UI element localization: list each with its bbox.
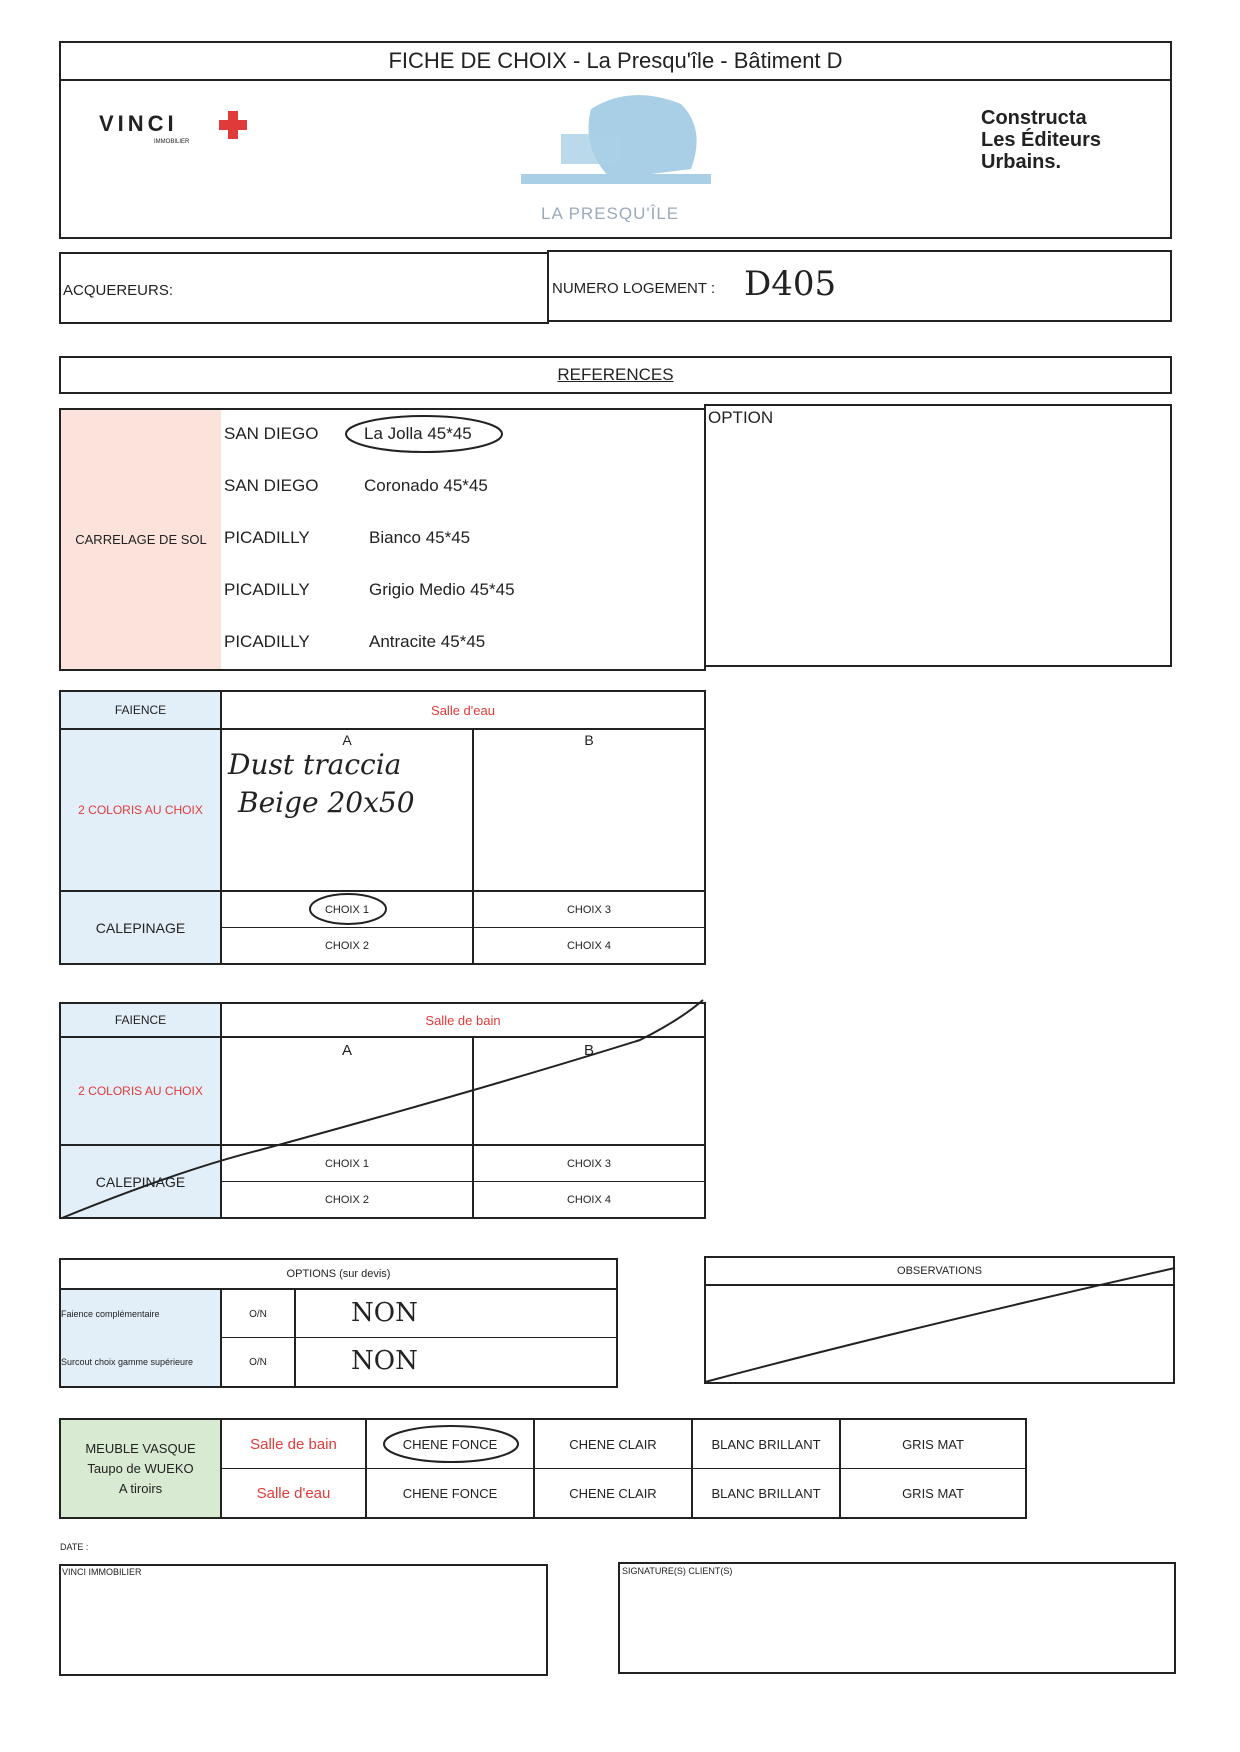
acquereurs-box (59, 252, 549, 324)
faience-eau-table (59, 690, 706, 965)
col-a-label: A (341, 1042, 352, 1059)
carrelage-name: Antracite 45*45 (369, 632, 486, 651)
vinci-box-label: VINCI IMMOBILIER (62, 1567, 142, 1577)
presquile-logo-icon (521, 89, 721, 199)
choix-3-cell[interactable] (474, 892, 704, 928)
col-b-label: B (583, 1042, 594, 1059)
numero-logement-label: NUMERO LOGEMENT : (552, 280, 716, 297)
options-on: O/N (249, 1308, 267, 1320)
options-header-cell (61, 1260, 616, 1290)
meuble-room-cell (222, 1469, 367, 1517)
meuble-opt-cell[interactable] (535, 1420, 693, 1469)
choix-4-cell[interactable] (474, 928, 704, 963)
references-label: REFERENCES (557, 365, 674, 384)
choix-2: CHOIX 2 (324, 939, 369, 952)
meuble-opt-cell[interactable] (841, 1469, 1025, 1517)
numero-logement-value: D405 (744, 264, 837, 304)
options-row-label-cell (61, 1338, 222, 1386)
option-box (704, 404, 1172, 667)
selection-circle-icon (381, 1424, 521, 1464)
meuble-room: Salle d'eau (256, 1484, 331, 1502)
options-header: OPTIONS (sur devis) (286, 1268, 391, 1280)
meuble-label-1: MEUBLE VASQUE (85, 1440, 196, 1456)
faience-eau-room-cell (222, 692, 704, 730)
faience-bain-table (59, 1002, 706, 1219)
faience-bain-room: Salle de bain (425, 1012, 501, 1028)
faience-bain-col-a[interactable] (222, 1038, 474, 1146)
signature-label: SIGNATURE(S) CLIENT(S) (622, 1566, 733, 1576)
carrelage-item[interactable] (224, 580, 694, 600)
meuble-row (222, 1420, 1025, 1469)
carrelage-label: CARRELAGE DE SOL (75, 532, 207, 547)
meuble-opt-cell[interactable] (693, 1420, 841, 1469)
carrelage-item[interactable] (224, 528, 694, 548)
header-logos (59, 79, 1172, 239)
meuble-opt-cell[interactable] (367, 1469, 535, 1517)
faience-bain-colors-cell (61, 1038, 222, 1146)
meuble-room: Salle de bain (250, 1436, 337, 1453)
choix-1: CHOIX 1 (324, 1157, 369, 1170)
faience-eau-col-b[interactable] (474, 730, 704, 892)
meuble-opt-cell[interactable] (367, 1420, 535, 1469)
faience-eau-faience-cell (61, 692, 222, 730)
options-row (61, 1338, 616, 1386)
meuble-opt-cell[interactable] (693, 1469, 841, 1517)
meuble-opt: BLANC BRILLANT (711, 1437, 821, 1452)
options-row (61, 1290, 616, 1338)
references-bar (59, 356, 1172, 394)
carrelage-label-cell (61, 410, 221, 669)
options-row-label-cell (61, 1290, 222, 1338)
choix-1-cell[interactable] (222, 1146, 474, 1182)
date-label: DATE : (60, 1542, 89, 1552)
carrelage-brand: PICADILLY (224, 632, 310, 651)
colors-label: 2 COLORIS AU CHOIX (78, 1084, 203, 1098)
options-table (59, 1258, 618, 1388)
options-on: O/N (249, 1356, 267, 1368)
meuble-opt: GRIS MAT (902, 1485, 964, 1501)
selection-circle-icon (308, 892, 388, 926)
meuble-opt: CHENE FONCE (402, 1437, 498, 1452)
carrelage-name: Grigio Medio 45*45 (369, 580, 515, 599)
choix-3: CHOIX 3 (566, 903, 611, 916)
faience-label: FAIENCE (114, 703, 167, 717)
selection-circle-icon (344, 414, 504, 454)
options-row-label: Faience complémentaire (61, 1309, 160, 1319)
meuble-label-3: A tiroirs (118, 1480, 163, 1496)
meuble-label-2: Taupo de WUEKO (87, 1460, 194, 1476)
faience-bain-room-cell (222, 1004, 704, 1038)
vinci-signature-box[interactable] (59, 1564, 548, 1676)
carrelage-item[interactable] (224, 476, 694, 496)
choix-4: CHOIX 4 (566, 939, 611, 952)
presquile-logo-text: LA PRESQU'ÎLE (541, 204, 680, 223)
meuble-table (59, 1418, 1027, 1519)
constructa-logo (981, 107, 1161, 173)
acquereurs-label: ACQUEREURS: (63, 282, 174, 299)
title-bar (59, 41, 1172, 81)
carrelage-section (59, 408, 706, 671)
constructa-line-1: Constructa (981, 107, 1087, 129)
choix-1-cell[interactable] (222, 892, 474, 928)
meuble-room-cell (222, 1420, 367, 1469)
carrelage-item[interactable] (224, 424, 694, 444)
page-title: FICHE DE CHOIX - La Presqu'île - Bâtiment D (388, 48, 843, 73)
hand-line-2: Beige 20x50 (238, 786, 415, 819)
meuble-opt: CHENE CLAIR (569, 1485, 657, 1501)
option-label: OPTION (708, 408, 774, 427)
choix-1: CHOIX 1 (324, 903, 369, 916)
options-on-cell[interactable] (222, 1290, 296, 1338)
vinci-logo-text: VINCI (99, 111, 178, 136)
meuble-opt: CHENE FONCE (402, 1485, 498, 1501)
choix-2: CHOIX 2 (324, 1193, 369, 1206)
presquile-logo (521, 89, 721, 229)
faience-bain-col-b[interactable] (474, 1038, 704, 1146)
choix-3: CHOIX 3 (566, 1157, 611, 1170)
choix-4-cell[interactable] (474, 1182, 704, 1217)
options-on-cell[interactable] (222, 1338, 296, 1386)
observations-header-cell (706, 1258, 1173, 1286)
observations-label: OBSERVATIONS (897, 1265, 982, 1277)
vinci-cross-icon (219, 111, 247, 139)
calepinage-cell (61, 1146, 222, 1217)
calepinage-label: CALEPINAGE (95, 1173, 186, 1190)
meuble-opt: CHENE CLAIR (569, 1437, 657, 1452)
options-row-label: Surcout choix gamme supérieure (61, 1357, 194, 1367)
carrelage-name: Bianco 45*45 (369, 528, 471, 547)
faience-eau-colors-cell (61, 730, 222, 892)
calepinage-cell (61, 892, 222, 963)
meuble-opt: GRIS MAT (902, 1437, 964, 1452)
options-value: NON (351, 1298, 418, 1328)
hand-line-1: Dust traccia (228, 748, 402, 781)
faience-eau-room: Salle d'eau (431, 702, 495, 718)
choix-2-cell[interactable] (222, 1182, 474, 1217)
meuble-label-cell (61, 1420, 222, 1517)
meuble-opt-cell[interactable] (841, 1420, 1025, 1469)
carrelage-name: La Jolla 45*45 (364, 424, 472, 443)
meuble-row (222, 1469, 1025, 1517)
carrelage-brand: SAN DIEGO (224, 476, 319, 495)
constructa-line-2: Les Éditeurs (981, 129, 1102, 151)
carrelage-brand: SAN DIEGO (224, 424, 319, 443)
faience-label: FAIENCE (114, 1013, 167, 1027)
colors-label: 2 COLORIS AU CHOIX (78, 803, 203, 817)
col-a-label: A (342, 732, 352, 748)
vinci-logo (99, 111, 259, 171)
choix-2-cell[interactable] (222, 928, 474, 963)
carrelage-brand: PICADILLY (224, 528, 310, 547)
client-signature-box[interactable] (618, 1562, 1176, 1674)
calepinage-label: CALEPINAGE (95, 919, 186, 936)
constructa-line-3: Urbains. (981, 151, 1062, 173)
meuble-opt: BLANC BRILLANT (711, 1485, 821, 1501)
carrelage-brand: PICADILLY (224, 580, 310, 599)
observations-box (704, 1256, 1175, 1384)
faience-bain-faience-cell (61, 1004, 222, 1038)
faience-eau-col-a[interactable] (222, 730, 474, 892)
meuble-opt-cell[interactable] (535, 1469, 693, 1517)
numero-logement-box (547, 250, 1172, 322)
choix-4: CHOIX 4 (566, 1193, 611, 1206)
choix-3-cell[interactable] (474, 1146, 704, 1182)
carrelage-name: Coronado 45*45 (364, 476, 488, 495)
options-value: NON (351, 1346, 418, 1376)
carrelage-item[interactable] (224, 632, 694, 652)
col-b-label: B (584, 732, 594, 748)
vinci-logo-sub: IMMOBILIER (154, 139, 190, 145)
